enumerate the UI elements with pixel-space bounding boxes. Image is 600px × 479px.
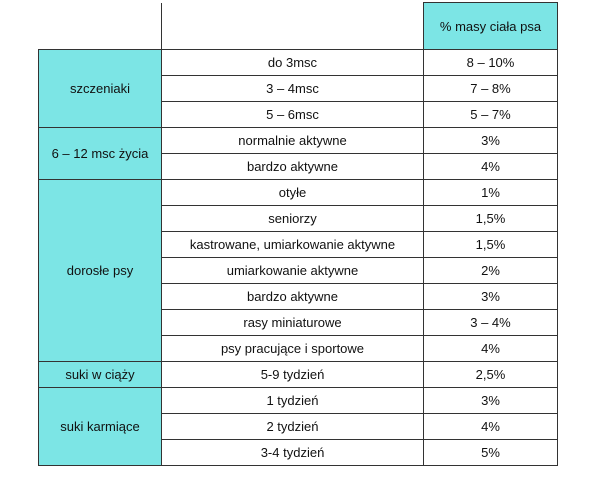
percent-value: 4% — [481, 159, 500, 174]
percent-value-cell — [424, 50, 558, 76]
group-label: dorosłe psy — [66, 263, 134, 278]
group-label: suki w ciąży — [65, 367, 135, 382]
subcategory-label: 5-9 tydzień — [260, 367, 325, 382]
subcategory-cell — [162, 154, 424, 180]
subcategory-label: 1 tydzień — [266, 393, 319, 408]
subcategory-cell — [162, 258, 424, 284]
header-percent-label: % masy ciała psa — [439, 18, 542, 34]
table-row — [39, 128, 558, 154]
percent-value: 3% — [481, 393, 500, 408]
percent-value-cell — [424, 362, 558, 388]
percent-value: 7 – 8% — [470, 81, 511, 96]
percent-value-cell — [424, 336, 558, 362]
percent-value: 3 – 4% — [470, 315, 511, 330]
subcategory-label: kastrowane, umiarkowanie aktywne — [189, 237, 396, 252]
percent-value-cell — [424, 102, 558, 128]
subcategory-cell — [162, 336, 424, 362]
subcategory-cell — [162, 76, 424, 102]
percent-value: 1,5% — [475, 237, 506, 252]
percent-value: 5% — [481, 445, 500, 460]
percent-value-cell — [424, 128, 558, 154]
subcategory-label: psy pracujące i sportowe — [220, 341, 365, 356]
percent-value-cell — [424, 232, 558, 258]
percent-value-cell — [424, 76, 558, 102]
header-empty-cell — [162, 3, 424, 50]
group-label: 6 – 12 msc życia — [51, 146, 149, 161]
percent-value-cell — [424, 414, 558, 440]
subcategory-cell — [162, 128, 424, 154]
percent-value: 1% — [481, 185, 500, 200]
subcategory-label: bardzo aktywne — [246, 159, 339, 174]
percent-value: 8 – 10% — [466, 55, 515, 70]
subcategory-label: 3-4 tydzień — [260, 445, 325, 460]
subcategory-label: normalnie aktywne — [238, 133, 347, 148]
group-label-cell — [39, 50, 162, 128]
group-label: suki karmiące — [60, 419, 140, 434]
percent-value-cell — [424, 258, 558, 284]
percent-value: 2% — [481, 263, 500, 278]
header-percent-cell — [424, 3, 558, 50]
subcategory-label: 2 tydzień — [266, 419, 319, 434]
subcategory-label: do 3msc — [267, 55, 318, 70]
percent-value-cell — [424, 388, 558, 414]
group-label-cell — [39, 180, 162, 362]
subcategory-label: bardzo aktywne — [246, 289, 339, 304]
subcategory-label: 5 – 6msc — [266, 107, 319, 122]
percent-value-cell — [424, 284, 558, 310]
table-row — [39, 50, 558, 76]
subcategory-cell — [162, 206, 424, 232]
percent-value: 2,5% — [475, 367, 506, 382]
subcategory-cell — [162, 50, 424, 76]
subcategory-label: otyłe — [278, 185, 307, 200]
table-body — [39, 3, 558, 466]
subcategory-cell — [162, 232, 424, 258]
percent-value: 4% — [481, 419, 500, 434]
group-label: szczeniaki — [70, 81, 130, 96]
subcategory-cell — [162, 414, 424, 440]
percent-value: 5 – 7% — [470, 107, 511, 122]
table-row — [39, 362, 558, 388]
percent-value: 4% — [481, 341, 500, 356]
table-row — [39, 388, 558, 414]
subcategory-cell — [162, 180, 424, 206]
feeding-percentage-table — [38, 2, 558, 466]
percent-value: 1,5% — [475, 211, 506, 226]
subcategory-label: umiarkowanie aktywne — [226, 263, 359, 278]
subcategory-label: 3 – 4msc — [266, 81, 319, 96]
header-row — [39, 3, 558, 50]
percent-value: 3% — [481, 133, 500, 148]
subcategory-cell — [162, 388, 424, 414]
percent-value-cell — [424, 310, 558, 336]
subcategory-cell — [162, 284, 424, 310]
subcategory-cell — [162, 102, 424, 128]
subcategory-label: seniorzy — [268, 211, 317, 226]
subcategory-label: rasy miniaturowe — [243, 315, 342, 330]
header-empty-cell — [39, 3, 162, 50]
group-label-cell — [39, 362, 162, 388]
percent-value-cell — [424, 440, 558, 466]
percent-value-cell — [424, 180, 558, 206]
group-label-cell — [39, 128, 162, 180]
percent-value: 3% — [481, 289, 500, 304]
table-row — [39, 180, 558, 206]
subcategory-cell — [162, 362, 424, 388]
subcategory-cell — [162, 440, 424, 466]
percent-value-cell — [424, 206, 558, 232]
group-label-cell — [39, 388, 162, 466]
percent-value-cell — [424, 154, 558, 180]
subcategory-cell — [162, 310, 424, 336]
